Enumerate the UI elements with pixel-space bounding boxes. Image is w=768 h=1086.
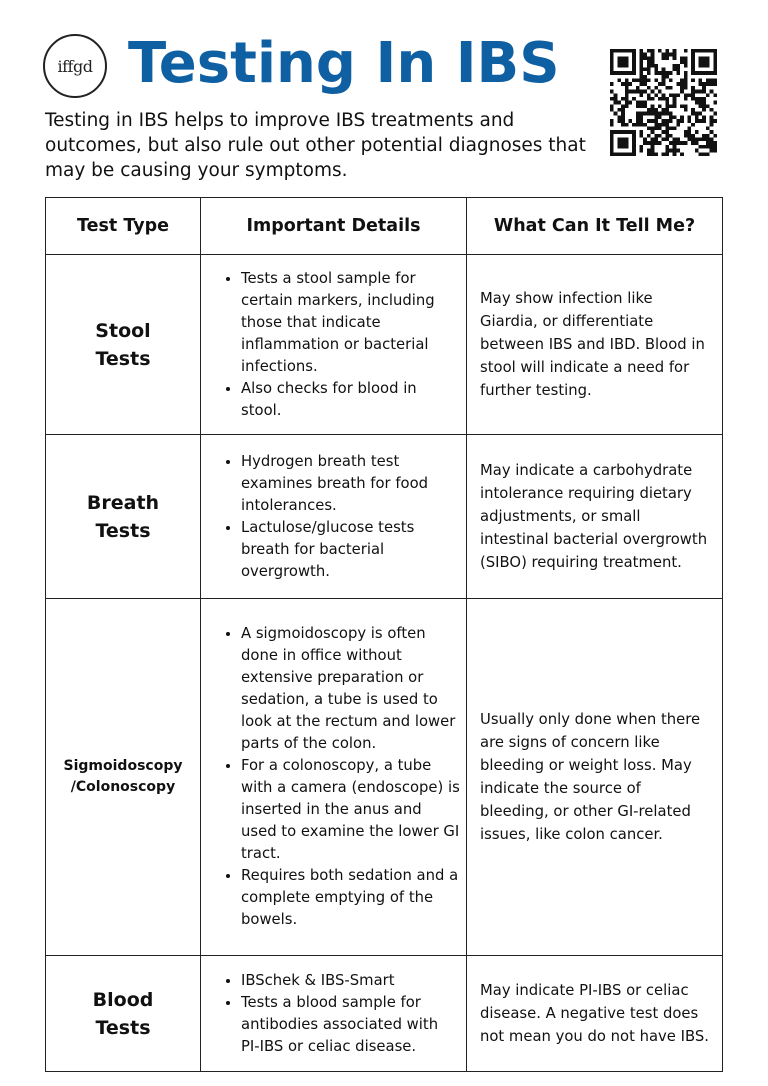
test-type-label: Blood Tests <box>92 988 154 1039</box>
tell-cell: May indicate a carbohydrate intolerance requiring dietary adjustments, or small intestinal bacterial overgrowth (SIBO) requiring treatment. <box>467 435 723 599</box>
list-item: • Lactulose/glucose tests breath for bacterial overgrowth. <box>241 517 460 583</box>
tell-cell: May show infection like Giardia, or differentiate between IBS and IBD. Blood in stool will indicate a need for further testing. <box>467 255 723 435</box>
intro-text: Testing in IBS helps to improve IBS treatments and outcomes, but also rule out other potential diagnoses that may be causing your symptoms. <box>45 110 586 181</box>
test-type-cell <box>46 599 201 956</box>
details-cell <box>201 599 467 956</box>
test-type-label: Stool Tests <box>95 319 151 370</box>
tell-cell: May indicate PI-IBS or celiac disease. A negative test does not mean you do not have IBS. <box>467 956 723 1072</box>
details-cell <box>201 956 467 1072</box>
list-item: • IBSchek & IBS-Smart <box>241 970 460 992</box>
list-item: • For a colonoscopy, a tube with a camera (endoscope) is inserted in the anus and used to examine the lower GI tract. <box>241 755 460 865</box>
test-type-cell <box>46 435 201 599</box>
header-test-type: Test Type <box>46 198 201 255</box>
details-list <box>201 268 460 422</box>
list-item: • Tests a blood sample for antibodies associated with PI-IBS or celiac disease. <box>241 992 460 1058</box>
table-row <box>46 255 723 435</box>
list-item: • A sigmoidoscopy is often done in office without extensive preparation or sedation, a tube is used to look at the rectum and lower parts of the colon. <box>241 623 460 755</box>
testing-table <box>45 197 723 1072</box>
test-type-cell <box>46 956 201 1072</box>
qr-code-icon <box>610 49 717 156</box>
details-list <box>201 451 460 583</box>
table-header-row <box>46 198 723 255</box>
logo-text: iffgd <box>57 56 93 76</box>
page-title: Testing In IBS <box>128 31 560 96</box>
list-item: • Tests a stool sample for certain markers, including those that indicate inflammation or bacterial infections. <box>241 268 460 378</box>
list-item: • Requires both sedation and a complete emptying of the bowels. <box>241 865 460 931</box>
details-list <box>201 970 460 1058</box>
list-item: • Hydrogen breath test examines breath for food intolerances. <box>241 451 460 517</box>
details-list <box>201 623 460 931</box>
details-cell <box>201 255 467 435</box>
tell-cell: Usually only done when there are signs of concern like bleeding or weight loss. May indicate the source of bleeding, or other GI-related issues, like colon cancer. <box>467 599 723 956</box>
test-type-label: Sigmoidoscopy /Colonoscopy <box>63 758 183 795</box>
table-row <box>46 435 723 599</box>
table-row <box>46 956 723 1072</box>
iffgd-logo <box>43 34 107 98</box>
table-row <box>46 599 723 956</box>
details-cell <box>201 435 467 599</box>
header-what-can-it-tell-me: What Can It Tell Me? <box>467 198 723 255</box>
header-important-details: Important Details <box>201 198 467 255</box>
test-type-cell <box>46 255 201 435</box>
list-item: • Also checks for blood in stool. <box>241 378 460 422</box>
test-type-label: Breath Tests <box>86 491 160 542</box>
